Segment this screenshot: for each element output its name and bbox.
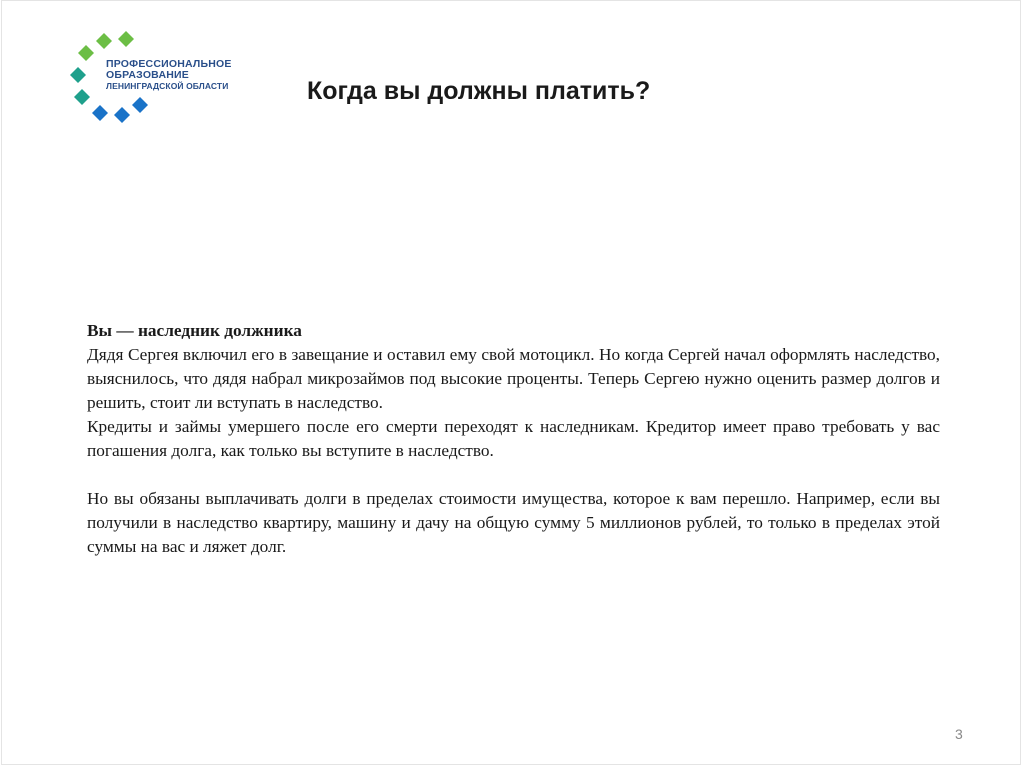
body-paragraph-2: Кредиты и займы умершего после его смерти переходят к наследникам. Кредитор имеет право требовать у вас погашения долга, как только вы вступите в наследство.: [87, 417, 940, 460]
logo-line-2: ОБРАЗОВАНИЕ: [106, 69, 189, 81]
slide-body: [87, 319, 940, 559]
body-paragraph-1: Дядя Сергея включил его в завещание и оставил ему свой мотоцикл. Но когда Сергей начал оформлять наследство, выяснилось, что дядя набрал микрозаймов под высокие проценты. Теперь Сергею нужно оценить размер долгов и решить, стоит ли вступать в наследство.: [87, 345, 940, 412]
logo-text: [106, 59, 232, 92]
page-number: 3: [955, 726, 963, 742]
slide-title: Когда вы должны платить?: [307, 77, 651, 105]
logo-line-1: ПРОФЕССИОНАЛЬНОЕ: [106, 58, 232, 70]
logo: [68, 31, 258, 127]
paragraph-spacer: [87, 463, 940, 487]
body-paragraph-3: Но вы обязаны выплачивать долги в пределах стоимости имущества, которое к вам перешло. Например, если вы получили в наследство квартиру, машину и дачу на общую сумму 5 миллионов рублей, то только в пределах этой суммы на вас и ляжет долг.: [87, 489, 940, 556]
body-subheading: Вы — наследник должника: [87, 321, 302, 340]
slide: [1, 0, 1021, 765]
logo-line-3: ЛЕНИНГРАДСКОЙ ОБЛАСТИ: [106, 81, 229, 91]
